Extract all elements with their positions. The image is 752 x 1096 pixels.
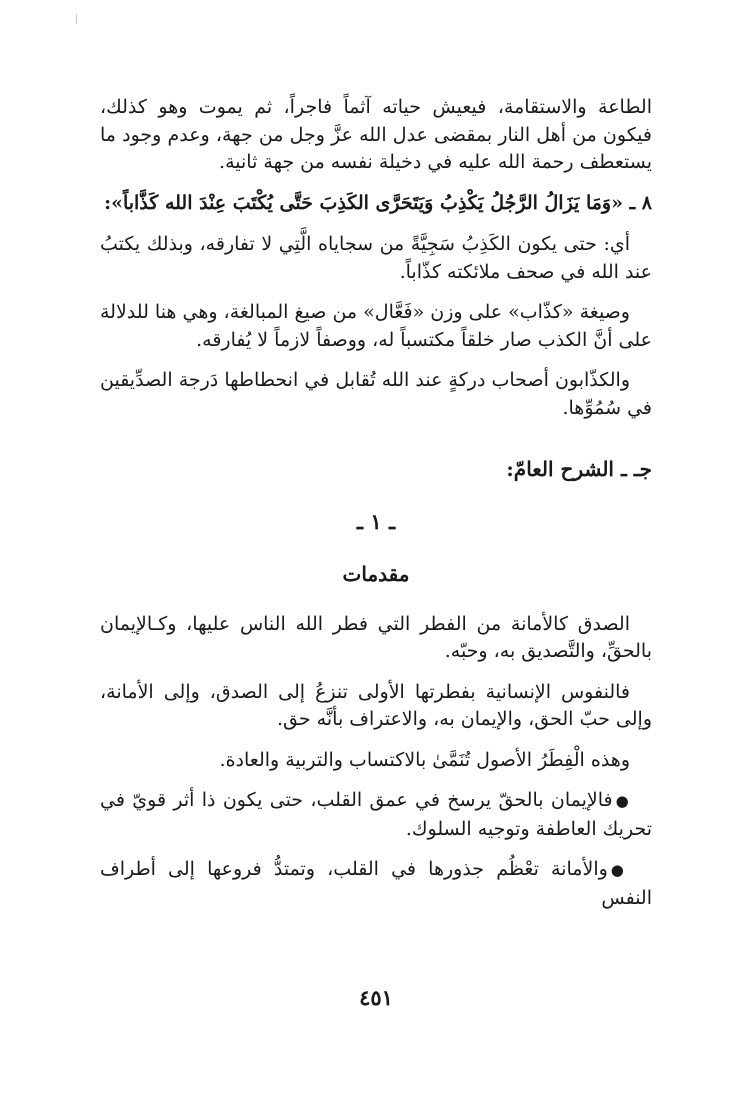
page-number: ٤٥١ — [359, 985, 393, 1010]
bullet-text-2: والأمانة تعْظُم جذورها في القلب، وتمتدُّ فروعها إلى أطراف النفس — [100, 858, 652, 909]
scan-mark — [76, 14, 77, 24]
paragraph-6: الصدق كالأمانة من الفطر التي فطر الله الناس عليها، وكـالإيمان بالحقِّ، والتَّصديق به، وحبّه. — [100, 612, 652, 662]
hadith-quote-line: ٨ ـ «وَمَا يَزَالُ الرَّجُلُ يَكْذِبُ وَيَتَحَرَّى الكَذِبَ حَتَّى يُكْتَبَ عِنْدَ الله كَذَّاباً»: — [104, 191, 652, 214]
bullet-icon: ● — [615, 792, 630, 810]
section-number: ـ ١ ـ — [356, 508, 396, 534]
page-body — [100, 94, 652, 925]
bullet-paragraph-1 — [100, 787, 652, 843]
bullet-paragraph-2 — [100, 856, 652, 912]
bullet-icon: ● — [610, 861, 630, 879]
bullet-text-1: فالإيمان بالحقّ يرسخ في عمق القلب، حتى يكون ذا أثر قويّ في تحريك العاطفة وتوجيه السلوك. — [100, 789, 652, 840]
paragraph-8: وهذه الْفِطَرُ الأصول تُنَمَّىٰ بالاكتساب والتربية والعادة. — [219, 748, 630, 771]
paragraph-1: الطاعة والاستقامة، فيعيش حياته آثماً فاجراً، ثم يموت وهو كذلك، فيكون من أهل النار بمقضى عدل الله عزَّ وجل من جهة، وعدم وجود ما يستعطف رحمة الله عليه في دخيلة نفسه من جهة ثانية. — [100, 96, 652, 173]
paragraph-5: والكذّابون أصحاب دركةٍ عند الله تُقابل في انحطاطها دَرجة الصدِّيقين في سُمُوِّها. — [100, 369, 652, 419]
paragraph-3: أي: حتى يكون الكَذِبُ سَجِيَّةً من سجاياه الَّتِي لا تفارقه، وبذلك يكتبُ عند الله في صحف ملائكته كذّاباً. — [100, 233, 652, 283]
section-title: مقدمات — [342, 562, 410, 586]
paragraph-4: وصيغة «كذّاب» على وزن «فَعَّال» من صيغ المبالغة، وهي هنا للدلالة على أنَّ الكذب صار خلقاً مكتسباً له، ووصفاً لازماً لا يُفارقه. — [100, 301, 652, 351]
paragraph-7: فالنفوس الإنسانية بفطرتها الأولى تنزعُ إلى الصدق، وإلى الأمانة، وإلى حبّ الحق، والإيمان به، والاعتراف بأنَّه حق. — [100, 680, 652, 730]
section-heading: جـ ـ الشرح العامّ: — [506, 457, 652, 481]
